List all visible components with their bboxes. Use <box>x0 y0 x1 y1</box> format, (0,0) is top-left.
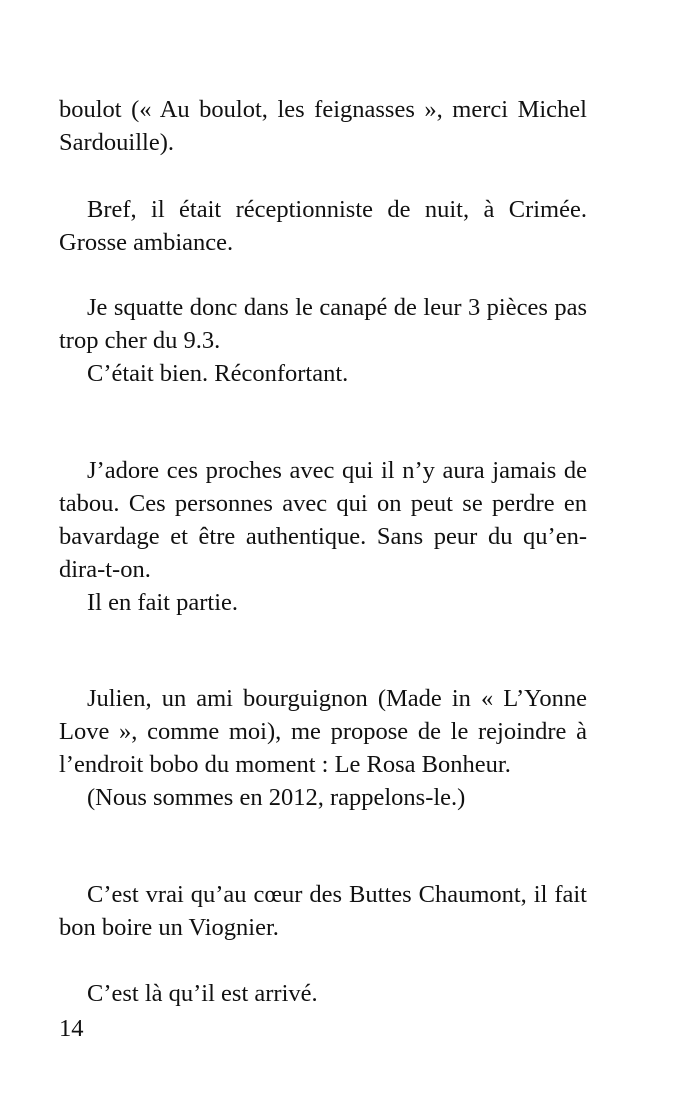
paragraph-9: C’est vrai qu’au cœur des Buttes Chaumont, il fait bon boire un Viognier. <box>59 881 587 941</box>
paragraph-4: C’était bien. Réconfortant. <box>87 360 349 387</box>
paragraph-8: (Nous sommes en 2012, rappelons-le.) <box>87 784 466 811</box>
book-page <box>59 0 587 1110</box>
paragraph-1: boulot (« Au boulot, les feignasses », merci Michel Sardouille). <box>59 96 587 156</box>
page-number: 14 <box>59 1015 84 1042</box>
paragraph-5: J’adore ces proches avec qui il n’y aura jamais de tabou. Ces personnes avec qui on peut se perdre en bavardage et être authentique. Sans peur du qu’en-dira-t-on. <box>59 457 587 583</box>
paragraph-7: Julien, un ami bourguignon (Made in « L’Yonne Love », comme moi), me propose de le rejoindre à l’endroit bobo du moment : Le Rosa Bonheur. <box>59 685 587 778</box>
paragraph-2: Bref, il était réceptionniste de nuit, à Crimée. Grosse ambiance. <box>59 196 587 256</box>
paragraph-6: Il en fait partie. <box>87 589 239 616</box>
paragraph-3: Je squatte donc dans le canapé de leur 3 pièces pas trop cher du 9.3. <box>59 294 587 354</box>
paragraph-10: C’est là qu’il est arrivé. <box>87 980 318 1007</box>
